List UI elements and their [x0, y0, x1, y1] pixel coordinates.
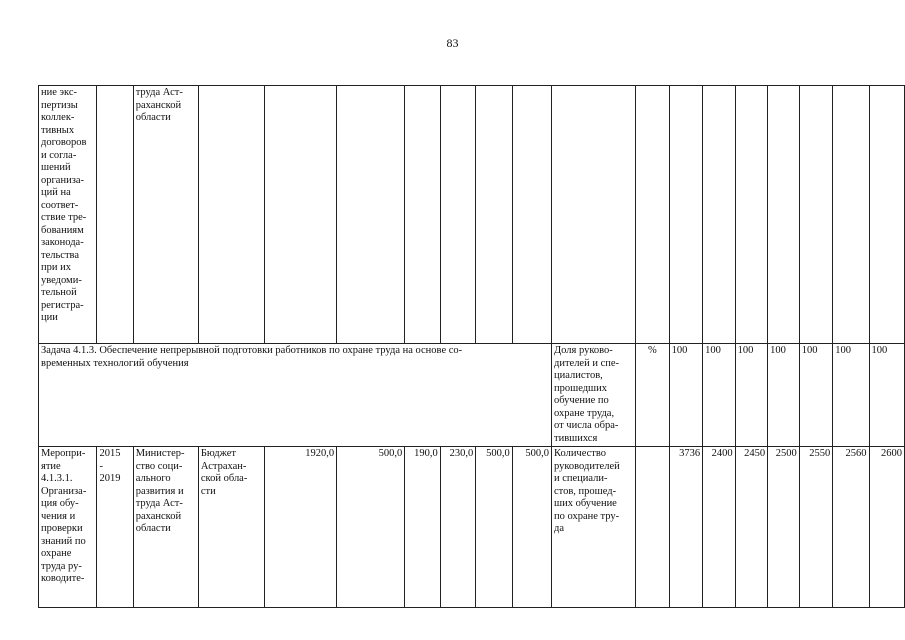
cell-value	[869, 86, 905, 344]
cell-year-2015	[337, 86, 405, 344]
cell-total	[264, 86, 336, 344]
cell-value: 2560	[833, 447, 869, 608]
cell-year-2017: 230,0	[440, 447, 476, 608]
table-row	[39, 344, 905, 447]
cell-value	[768, 86, 800, 344]
cell-indicator	[551, 86, 635, 344]
cell-value	[669, 86, 702, 344]
cell-value	[703, 86, 736, 344]
cell-value	[799, 86, 832, 344]
cell-source	[198, 86, 264, 344]
cell-value: 2400	[703, 447, 736, 608]
cell-value: 3736	[669, 447, 702, 608]
cell-year-2018: 500,0	[476, 447, 512, 608]
cell-year-2015: 500,0	[337, 447, 405, 608]
cell-task-text: Задача 4.1.3. Обеспечение непрерывной подготовки работников по охране труда на основе со- временных технологий обучения	[39, 344, 552, 447]
cell-unit: %	[636, 344, 670, 447]
cell-period	[97, 86, 133, 344]
program-table	[38, 85, 905, 608]
cell-executor: труда Аст- раханской области	[133, 86, 198, 344]
cell-source: Бюджет Астрахан- ской обла- сти	[198, 447, 264, 608]
cell-value: 2600	[869, 447, 905, 608]
cell-value: 2450	[735, 447, 768, 608]
cell-value	[833, 86, 869, 344]
cell-unit	[636, 86, 670, 344]
page-number: 83	[446, 36, 459, 50]
cell-activity-name: Меропри- ятие 4.1.3.1. Организа- ция обу- чения и проверки знаний по охране труда ру- ководите-	[39, 447, 97, 608]
cell-year-2019: 500,0	[512, 447, 551, 608]
cell-value: 100	[869, 344, 905, 447]
cell-activity-name: ние экс- пертизы коллек- тивных договоров и согла- шений организа- ций на соответ- ствие тре- бованиям законода- тельства при их уведоми- тельной регистра- ции	[39, 86, 97, 344]
cell-value: 100	[669, 344, 702, 447]
cell-value: 100	[768, 344, 800, 447]
cell-indicator: Доля руково- дителей и спе- циалистов, прошедших обучение по охране труда, от числа обра- тившихся	[551, 344, 635, 447]
cell-value: 100	[735, 344, 768, 447]
cell-unit	[636, 447, 670, 608]
cell-value: 100	[799, 344, 832, 447]
cell-year-2019	[512, 86, 551, 344]
cell-value	[735, 86, 768, 344]
cell-value: 100	[833, 344, 869, 447]
cell-executor: Министер- ство соци- ального развития и труда Аст- раханской области	[133, 447, 198, 608]
cell-year-2016	[405, 86, 441, 344]
table-row	[39, 86, 905, 344]
cell-year-2016: 190,0	[405, 447, 441, 608]
cell-year-2018	[476, 86, 512, 344]
table-row	[39, 447, 905, 608]
cell-period: 2015 - 2019	[97, 447, 133, 608]
cell-indicator: Количество руководителей и специали- стов, прошед- ших обучение по охране тру- да	[551, 447, 635, 608]
cell-value: 100	[703, 344, 736, 447]
cell-total: 1920,0	[264, 447, 336, 608]
cell-value: 2500	[768, 447, 800, 608]
cell-year-2017	[440, 86, 476, 344]
cell-value: 2550	[799, 447, 832, 608]
